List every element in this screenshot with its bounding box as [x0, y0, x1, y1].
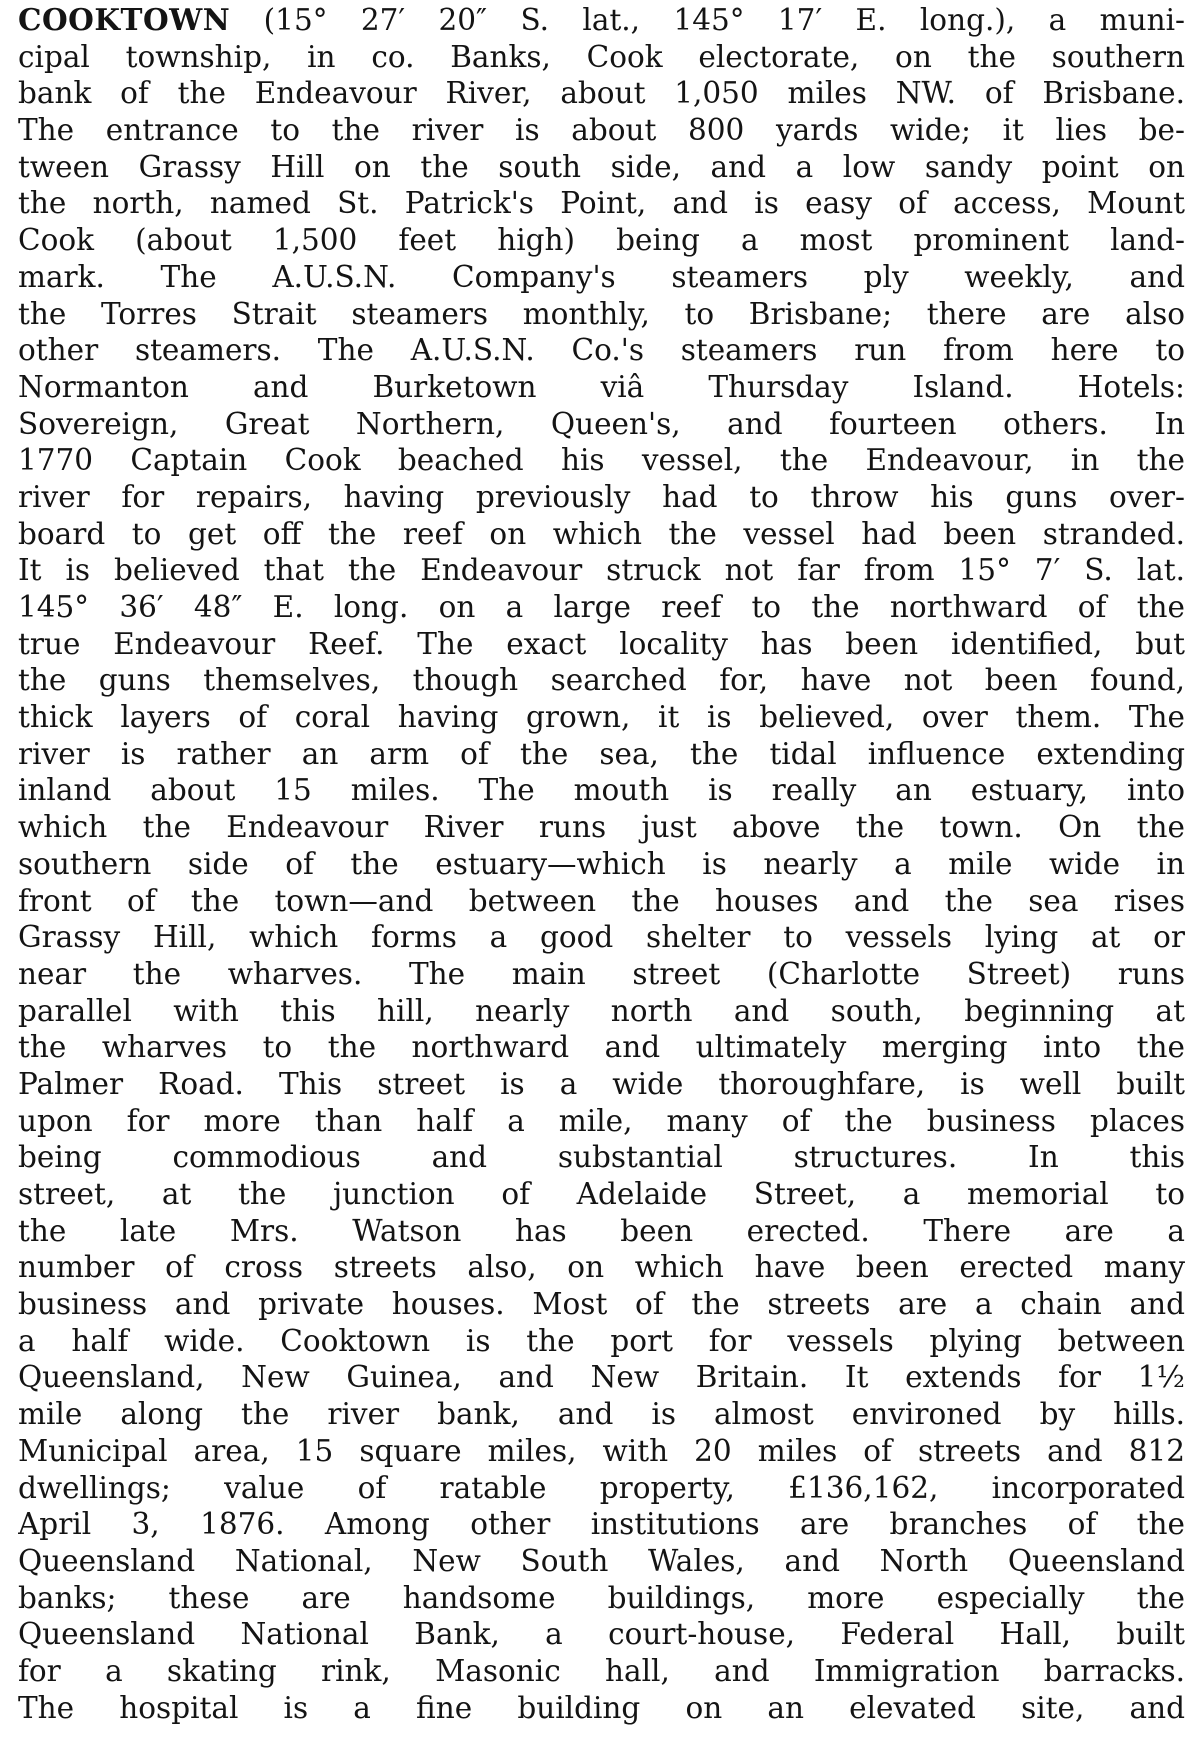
text-line: number of cross streets also, on which have been erected many: [18, 1250, 1185, 1285]
text-line: bank of the Endeavour River, about 1,050 miles NW. of Brisbane.: [18, 76, 1185, 111]
text-line: near the wharves. The main street (Charlotte Street) runs: [18, 956, 1185, 991]
text-line: dwellings; value of ratable property, £136,162, incorporated: [18, 1470, 1185, 1505]
text-line: Municipal area, 15 square miles, with 20 miles of streets and 812: [18, 1433, 1185, 1468]
text-line-1-rest: (15° 27′ 20″ S. lat., 145° 17′ E. long.), a muni-: [230, 3, 1185, 37]
text-line: being commodious and substantial structures. In this: [18, 1140, 1185, 1175]
text-line: the guns themselves, though searched for, have not been found,: [18, 663, 1185, 698]
text-line: Normanton and Burketown viâ Thursday Island. Hotels:: [18, 369, 1185, 404]
text-line: April 3, 1876. Among other institutions are branches of the: [18, 1507, 1185, 1542]
text-line: which the Endeavour River runs just above the town. On the: [18, 810, 1185, 845]
text-line: other steamers. The A.U.S.N. Co.'s steamers run from here to: [18, 333, 1185, 368]
text-line: Cook (about 1,500 feet high) being a most prominent land-: [18, 223, 1185, 258]
text-line: It is believed that the Endeavour struck not far from 15° 7′ S. lat.: [18, 553, 1185, 588]
text-line: southern side of the estuary—which is nearly a mile wide in: [18, 846, 1185, 881]
text-line: front of the town—and between the houses and the sea rises: [18, 883, 1185, 918]
text-line: the late Mrs. Watson has been erected. There are a: [18, 1213, 1185, 1248]
text-line-1: [18, 2, 1185, 39]
text-line: business and private houses. Most of the streets are a chain and: [18, 1287, 1185, 1322]
text-line: Grassy Hill, which forms a good shelter to vessels lying at or: [18, 920, 1185, 955]
text-line: river is rather an arm of the sea, the tidal influence extending: [18, 736, 1185, 771]
text-line: Queensland National Bank, a court-house, Federal Hall, built: [18, 1617, 1185, 1652]
text-line: mark. The A.U.S.N. Company's steamers ply weekly, and: [18, 259, 1185, 294]
text-line: true Endeavour Reef. The exact locality has been identified, but: [18, 626, 1185, 661]
text-line: 145° 36′ 48″ E. long. on a large reef to the northward of the: [18, 590, 1185, 624]
text-line: Sovereign, Great Northern, Queen's, and fourteen others. In: [18, 406, 1185, 441]
text-line: the Torres Strait steamers monthly, to Brisbane; there are also: [18, 296, 1185, 331]
text-line: parallel with this hill, nearly north and south, beginning at: [18, 993, 1185, 1028]
text-line: Queensland, New Guinea, and New Britain. It extends for 1½: [18, 1360, 1185, 1395]
text-line: The entrance to the river is about 800 yards wide; it lies be-: [18, 113, 1185, 148]
text-line: the wharves to the northward and ultimately merging into the: [18, 1030, 1185, 1065]
text-line: street, at the junction of Adelaide Street, a memorial to: [18, 1177, 1185, 1211]
text-line: tween Grassy Hill on the south side, and a low sandy point on: [18, 149, 1185, 184]
text-line: for a skating rink, Masonic hall, and Immigration barracks.: [18, 1653, 1185, 1688]
text-line: mile along the river bank, and is almost environed by hills.: [18, 1397, 1185, 1432]
text-line: Queensland National, New South Wales, and North Queensland: [18, 1543, 1185, 1578]
article-headword: COOKTOWN: [18, 2, 231, 37]
text-line: 1770 Captain Cook beached his vessel, the Endeavour, in the: [18, 443, 1185, 478]
text-line: board to get off the reef on which the vessel had been stranded.: [18, 516, 1185, 551]
text-line: Palmer Road. This street is a wide thoroughfare, is well built: [18, 1066, 1185, 1101]
text-line: the north, named St. Patrick's Point, and is easy of access, Mount: [18, 186, 1185, 221]
text-line: banks; these are handsome buildings, more especially the: [18, 1580, 1185, 1615]
text-line: a half wide. Cooktown is the port for vessels plying between: [18, 1323, 1185, 1358]
text-line: inland about 15 miles. The mouth is really an estuary, into: [18, 773, 1185, 808]
text-line: upon for more than half a mile, many of the business places: [18, 1103, 1185, 1138]
text-line: river for repairs, having previously had to throw his guns over-: [18, 479, 1185, 514]
text-line: thick layers of coral having grown, it is believed, over them. The: [18, 700, 1185, 735]
text-line: cipal township, in co. Banks, Cook electorate, on the southern: [18, 39, 1185, 74]
text-line: The hospital is a fine building on an elevated site, and: [18, 1690, 1185, 1725]
